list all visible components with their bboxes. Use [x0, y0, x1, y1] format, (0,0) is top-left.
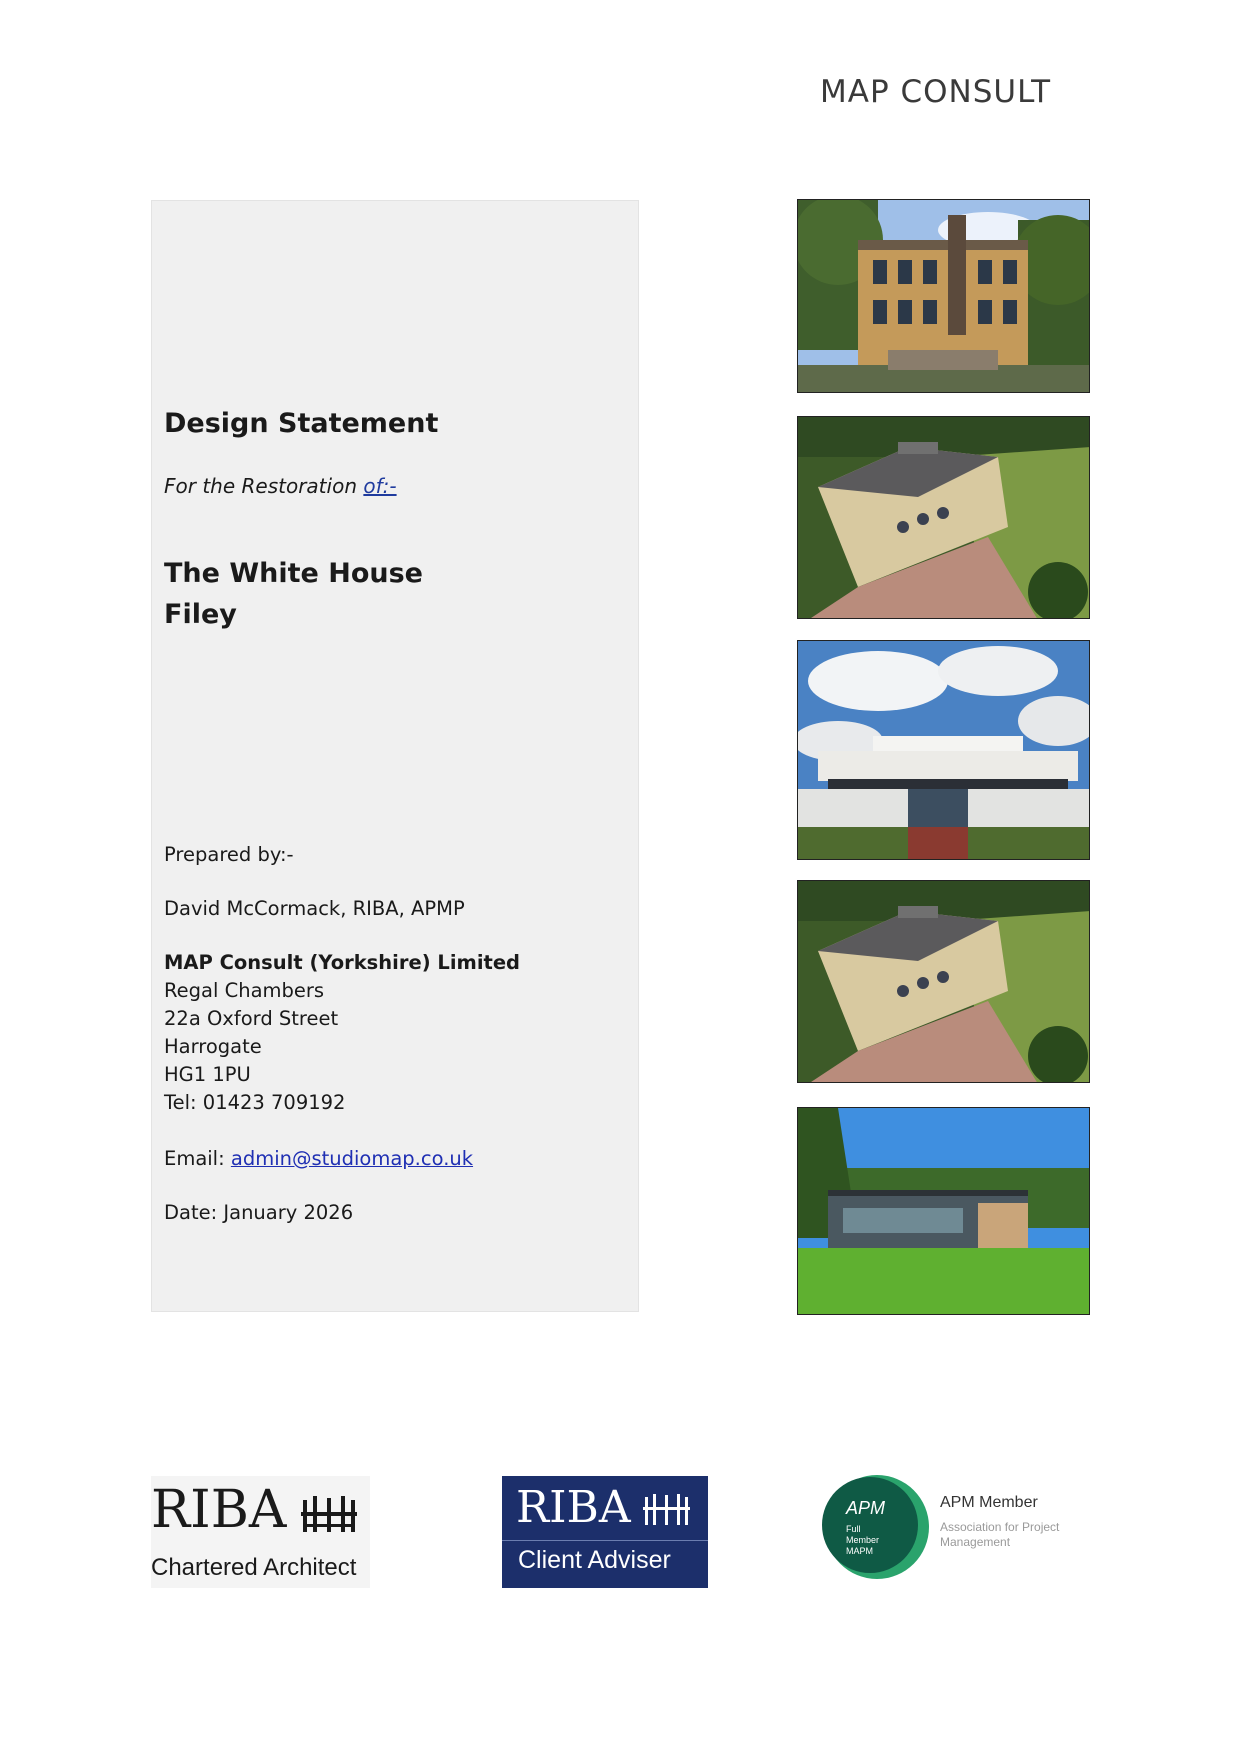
subtitle-link: of:-: [363, 474, 397, 498]
cover-info-panel: [151, 200, 639, 1312]
document-date: Date: January 2026: [164, 1201, 354, 1224]
document-subtitle: [164, 474, 397, 498]
riba-wordmark: RIBA: [516, 1482, 631, 1533]
riba-crest-icon: [642, 1492, 692, 1528]
photo-modern-white-house: [797, 640, 1090, 860]
riba-chartered-caption: Chartered Architect: [151, 1554, 357, 1581]
subtitle-prefix: For the Restoration: [164, 474, 364, 498]
prepared-by-label: Prepared by:-: [164, 843, 294, 866]
email-row: [164, 1147, 473, 1170]
apm-member-logo: [822, 1472, 1082, 1582]
photo-stone-house-render: [797, 880, 1090, 1083]
brand-logo: MAP CONSULT: [820, 74, 1052, 110]
divider: [502, 1540, 708, 1541]
riba-client-caption: Client Adviser: [518, 1546, 671, 1574]
riba-crest-icon: [299, 1494, 361, 1536]
apm-badge-wordmark: APM: [846, 1498, 886, 1518]
apm-member-title: APM Member: [940, 1494, 1038, 1511]
apm-badge-text: Full Member MAPM: [846, 1524, 880, 1556]
email-link[interactable]: admin@studiomap.co.uk: [230, 1147, 474, 1170]
riba-chartered-architect-logo: [151, 1476, 370, 1588]
project-name: The White House: [164, 558, 423, 589]
photo-apartment-building: [797, 199, 1090, 393]
riba-client-adviser-logo: [502, 1476, 708, 1588]
photo-modern-house-lawn: [797, 1107, 1090, 1315]
address-line: Harrogate: [164, 1035, 262, 1058]
address-line: Regal Chambers: [164, 979, 325, 1002]
photo-stone-house-render: [797, 416, 1090, 619]
apm-member-caption: Association for Project Management: [940, 1520, 1060, 1549]
telephone: Tel: 01423 709192: [164, 1091, 346, 1114]
address-line: HG1 1PU: [164, 1063, 251, 1086]
address-line: 22a Oxford Street: [164, 1007, 339, 1030]
document-title: Design Statement: [164, 408, 439, 439]
company-name: MAP Consult (Yorkshire) Limited: [164, 951, 521, 974]
project-location: Filey: [164, 599, 237, 630]
riba-wordmark: RIBA: [151, 1480, 287, 1540]
email-label: Email:: [164, 1147, 231, 1170]
author-name: David McCormack, RIBA, APMP: [164, 897, 465, 920]
